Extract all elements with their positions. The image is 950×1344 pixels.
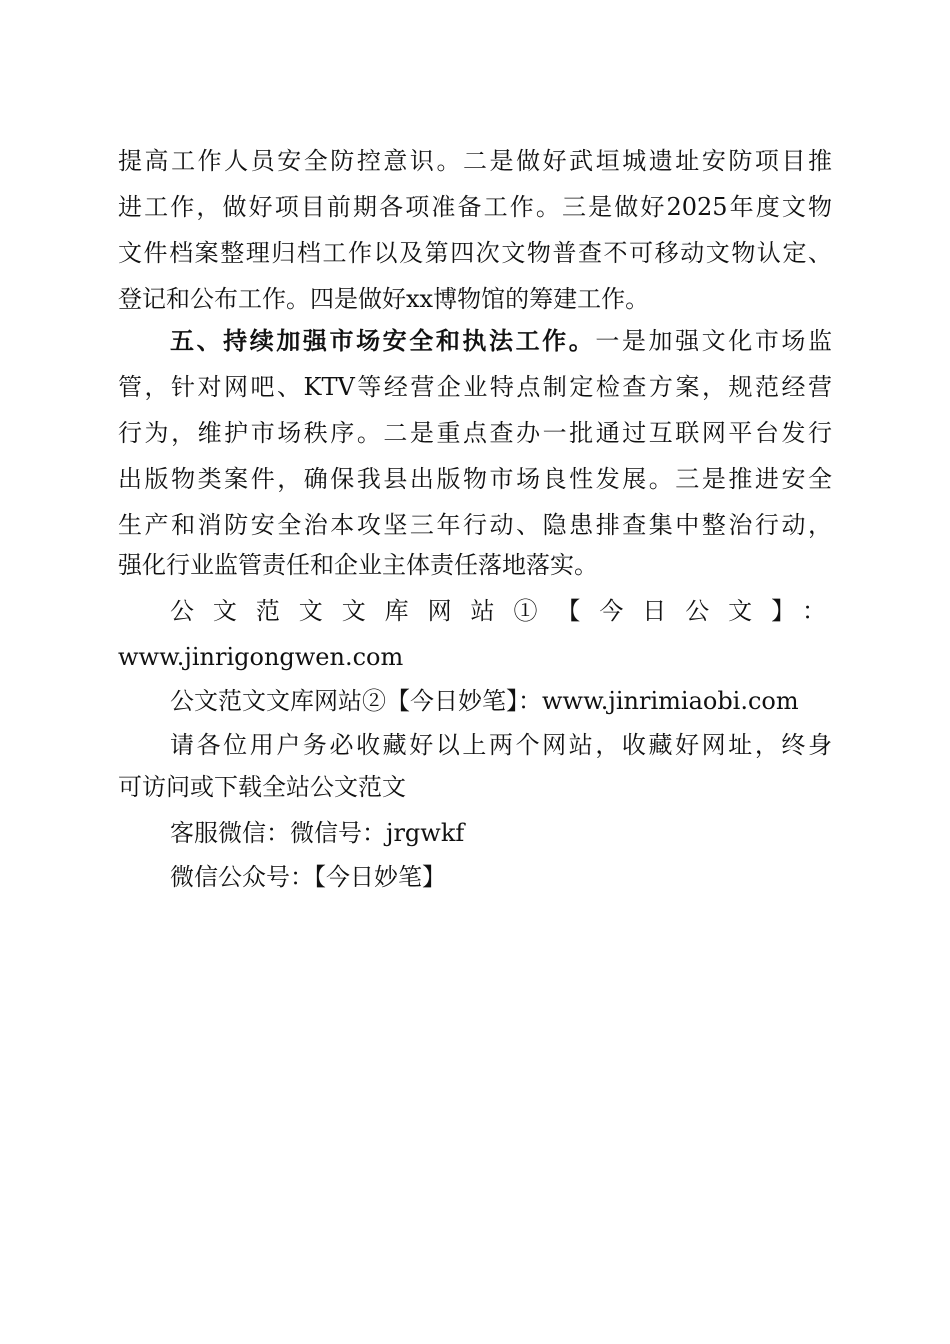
customer-service-wechat: 客服微信：微信号：jrgwkf: [170, 819, 465, 847]
section-heading: 五、持续加强市场安全和执法工作。: [170, 326, 596, 355]
paragraph-first-line: [118, 324, 832, 358]
notice-line: 可访问或下载全站公文范文: [118, 773, 406, 801]
site1-url[interactable]: www.jinrigongwen.com: [118, 643, 404, 671]
paragraph-line: 进工作，做好项目前期各项准备工作。三是做好2025年度文物: [118, 193, 832, 221]
official-account: 微信公众号：【今日妙笔】: [170, 863, 446, 891]
notice-line: 请各位用户务必收藏好以上两个网站，收藏好网址，终身: [170, 731, 832, 759]
site1-label: 公文范文文库网站①【今日公文】：: [170, 597, 832, 625]
paragraph-line: 强化行业监管责任和企业主体责任落地落实。: [118, 551, 598, 579]
paragraph-line: 管，针对网吧、KTV等经营企业特点制定检查方案，规范经营: [118, 373, 832, 401]
paragraph-line: 文件档案整理归档工作以及第四次文物普查不可移动文物认定、: [118, 239, 832, 267]
paragraph-text: 一是加强文化市场监: [595, 327, 833, 355]
paragraph-line: 生产和消防安全治本攻坚三年行动、隐患排查集中整治行动，: [118, 511, 832, 539]
paragraph-line: 出版物类案件，确保我县出版物市场良性发展。三是推进安全: [118, 465, 832, 493]
paragraph-line: 登记和公布工作。四是做好xx博物馆的筹建工作。: [118, 285, 650, 313]
paragraph-line: 提高工作人员安全防控意识。二是做好武垣城遗址安防项目推: [118, 147, 832, 175]
paragraph-line: 行为，维护市场秩序。二是重点查办一批通过互联网平台发行: [118, 419, 832, 447]
site2-line[interactable]: 公文范文文库网站②【今日妙笔】：www.jinrimiaobi.com: [170, 687, 799, 715]
